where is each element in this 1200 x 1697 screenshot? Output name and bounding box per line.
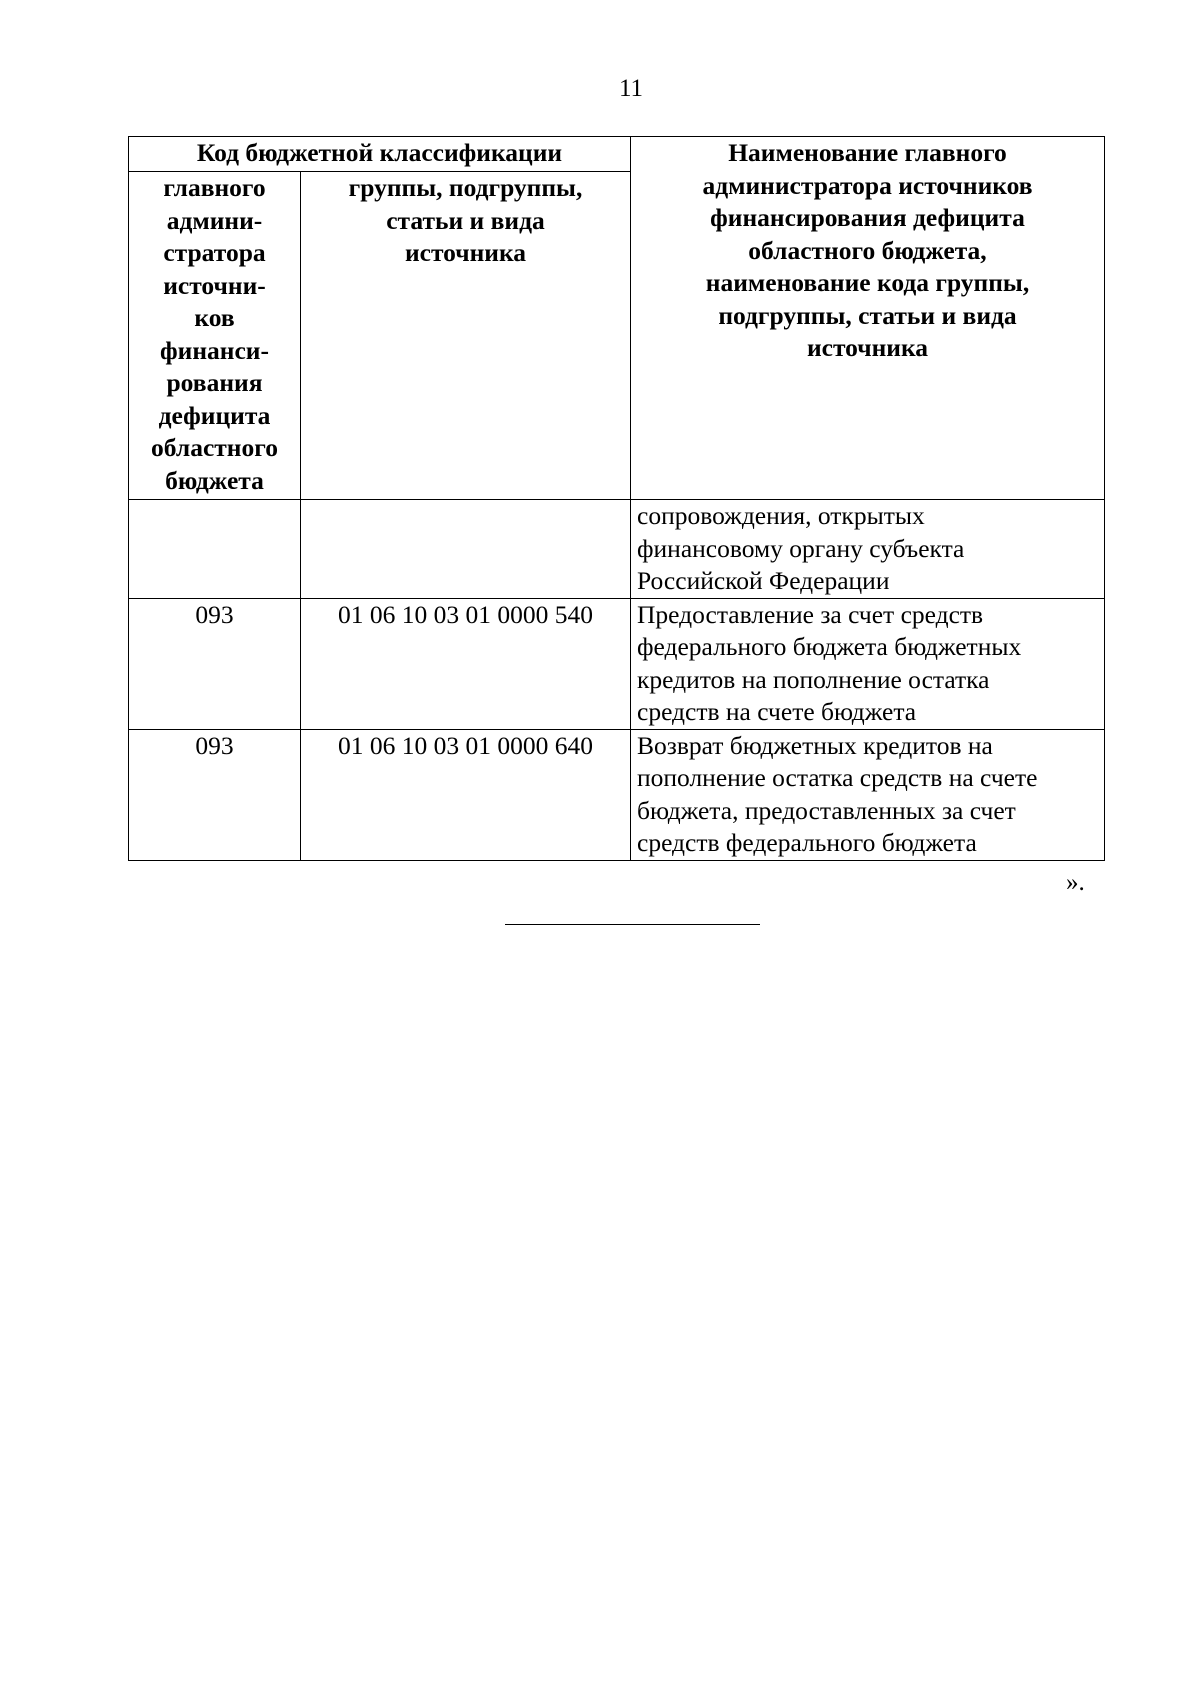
header-group-line: источника <box>404 238 527 267</box>
page-number: 11 <box>618 75 644 102</box>
cell-admin-code <box>129 500 301 599</box>
header-admin-column <box>129 172 301 500</box>
header-group-column <box>301 172 631 500</box>
table-row <box>129 598 1105 729</box>
header-admin-line: стратора <box>163 238 266 267</box>
cell-name-line: кредитов на пополнение остатка <box>637 664 990 694</box>
header-name-line: подгруппы, статьи и вида <box>718 300 1017 330</box>
cell-source-name <box>631 500 1105 599</box>
header-name-line: источника <box>806 333 929 362</box>
cell-name-line: Российской Федерации <box>637 566 890 595</box>
header-admin-line: главного <box>163 173 266 202</box>
header-admin-line: админи- <box>166 205 263 235</box>
cell-name-line: сопровождения, открытых <box>637 501 925 530</box>
header-admin-line: рования <box>166 368 263 397</box>
cell-source-name <box>631 598 1105 729</box>
cell-source-name <box>631 729 1105 860</box>
header-group-line: статьи и вида <box>386 205 545 235</box>
closing-quote-mark: ». <box>1066 869 1085 896</box>
header-group-line: группы, подгруппы, <box>348 173 583 202</box>
header-admin-line: дефицита <box>158 400 271 430</box>
budget-classification-table <box>128 136 1105 861</box>
table-header-row-1 <box>129 137 1105 172</box>
cell-classification-code <box>301 500 631 599</box>
cell-classification-code: 01 06 10 03 01 0000 640 <box>301 729 631 860</box>
cell-name-line: бюджета, предоставленных за счет <box>637 795 1016 825</box>
cell-name-line: финансовому органу субъекта <box>637 533 965 563</box>
cell-name-line: Предоставление за счет средств <box>637 599 984 629</box>
table-row <box>129 729 1105 860</box>
cell-admin-code: 093 <box>129 729 301 860</box>
header-admin-line: бюджета <box>165 465 264 495</box>
cell-name-line: средств федерального бюджета <box>637 828 977 857</box>
header-name-line: областного бюджета, <box>748 235 987 265</box>
header-name-line: наименование кода группы, <box>705 268 1030 297</box>
header-name-column <box>631 137 1105 500</box>
table-row <box>129 500 1105 599</box>
cell-name-line: пополнение остатка средств на счете <box>637 763 1038 792</box>
end-divider-line <box>505 924 760 925</box>
header-name-line: администратора источников <box>702 170 1033 200</box>
header-admin-line: источни- <box>163 270 266 300</box>
header-admin-line: областного <box>151 433 278 462</box>
cell-admin-code: 093 <box>129 598 301 729</box>
header-name-line: Наименование главного <box>728 138 1007 167</box>
cell-name-line: федерального бюджета бюджетных <box>637 632 1022 661</box>
header-name-line: финансирования дефицита <box>710 203 1025 232</box>
cell-name-line: средств на счете бюджета <box>637 697 917 726</box>
header-code-group: Код бюджетной классификации <box>129 137 631 172</box>
header-admin-line: ков <box>194 303 235 332</box>
header-admin-line: финанси- <box>160 335 269 365</box>
cell-classification-code: 01 06 10 03 01 0000 540 <box>301 598 631 729</box>
cell-name-line: Возврат бюджетных кредитов на <box>637 730 993 760</box>
